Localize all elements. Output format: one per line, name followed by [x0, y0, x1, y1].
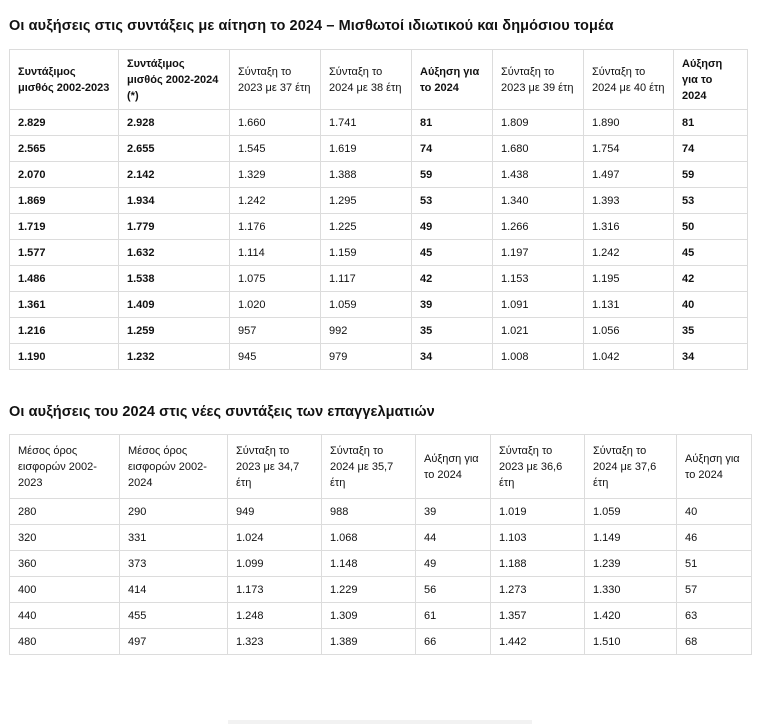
table-cell: 957 — [230, 318, 321, 344]
header-cell: Συντάξιμος μισθός 2002-2024 (*) — [119, 50, 230, 110]
table-cell: 1.409 — [119, 292, 230, 318]
table-cell: 1.190 — [10, 344, 119, 370]
header-cell: Αύξηση για το 2024 — [677, 435, 752, 499]
table-row — [10, 344, 748, 370]
table-cell: 1.329 — [230, 162, 321, 188]
table-cell: 1.242 — [584, 240, 674, 266]
table-cell: 59 — [674, 162, 748, 188]
table-cell: 1.091 — [493, 292, 584, 318]
table-cell: 51 — [677, 551, 752, 577]
table-row — [10, 318, 748, 344]
table-cell: 34 — [674, 344, 748, 370]
table-cell: 1.056 — [584, 318, 674, 344]
table-cell: 1.225 — [321, 214, 412, 240]
table-cell: 1.008 — [493, 344, 584, 370]
table-row — [10, 162, 748, 188]
table-cell: 1.486 — [10, 266, 119, 292]
table-cell: 1.545 — [230, 136, 321, 162]
table-row — [10, 629, 752, 655]
table-cell: 1.176 — [230, 214, 321, 240]
table-cell: 1.719 — [10, 214, 119, 240]
header-cell: Σύνταξη το 2024 με 40 έτη — [584, 50, 674, 110]
table-cell: 1.020 — [230, 292, 321, 318]
table-header-row — [10, 50, 748, 110]
table-cell: 1.361 — [10, 292, 119, 318]
table-cell: 290 — [120, 499, 228, 525]
table-cell: 1.632 — [119, 240, 230, 266]
table-cell: 320 — [10, 525, 120, 551]
pensions-professionals-table — [9, 434, 752, 655]
table-cell: 1.248 — [228, 603, 322, 629]
table-row — [10, 525, 752, 551]
table-row — [10, 266, 748, 292]
table-row — [10, 110, 748, 136]
table-row — [10, 136, 748, 162]
header-cell: Μέσος όρος εισφορών 2002-2024 — [120, 435, 228, 499]
table-cell: 68 — [677, 629, 752, 655]
header-cell: Σύνταξη το 2023 με 36,6 έτη — [491, 435, 585, 499]
table-cell: 1.068 — [322, 525, 416, 551]
table-cell: 1.075 — [230, 266, 321, 292]
table-cell: 1.188 — [491, 551, 585, 577]
table-cell: 1.295 — [321, 188, 412, 214]
table-cell: 1.195 — [584, 266, 674, 292]
header-cell: Σύνταξη το 2023 με 37 έτη — [230, 50, 321, 110]
table-cell: 1.242 — [230, 188, 321, 214]
header-cell: Σύνταξη το 2023 με 39 έτη — [493, 50, 584, 110]
table-cell: 1.019 — [491, 499, 585, 525]
table-cell: 81 — [412, 110, 493, 136]
table-cell: 53 — [674, 188, 748, 214]
table-cell: 57 — [677, 577, 752, 603]
table-cell: 1.309 — [322, 603, 416, 629]
table-cell: 1.117 — [321, 266, 412, 292]
table-cell: 1.232 — [119, 344, 230, 370]
table-header-row — [10, 435, 752, 499]
table-cell: 40 — [674, 292, 748, 318]
table-cell: 1.741 — [321, 110, 412, 136]
table-cell: 497 — [120, 629, 228, 655]
table-cell: 39 — [412, 292, 493, 318]
table-cell: 1.021 — [493, 318, 584, 344]
table-cell: 1.024 — [228, 525, 322, 551]
header-cell: Αύξηση για το 2024 — [416, 435, 491, 499]
table-cell: 46 — [677, 525, 752, 551]
table-cell: 1.149 — [585, 525, 677, 551]
table-cell: 1.103 — [491, 525, 585, 551]
header-cell: Αύξηση για το 2024 — [674, 50, 748, 110]
table-cell: 1.059 — [585, 499, 677, 525]
table-cell: 1.497 — [584, 162, 674, 188]
table-cell: 61 — [416, 603, 491, 629]
table-cell: 1.779 — [119, 214, 230, 240]
table-cell: 1.229 — [322, 577, 416, 603]
table-cell: 1.869 — [10, 188, 119, 214]
table-cell: 1.660 — [230, 110, 321, 136]
table-cell: 1.273 — [491, 577, 585, 603]
table-cell: 53 — [412, 188, 493, 214]
footer-divider — [228, 720, 532, 724]
table-cell: 56 — [416, 577, 491, 603]
table-cell: 2.655 — [119, 136, 230, 162]
header-cell: Σύνταξη το 2023 με 34,7 έτη — [228, 435, 322, 499]
table-cell: 1.389 — [322, 629, 416, 655]
table-cell: 414 — [120, 577, 228, 603]
table-cell: 81 — [674, 110, 748, 136]
table-cell: 40 — [677, 499, 752, 525]
table-cell: 1.754 — [584, 136, 674, 162]
table-cell: 2.928 — [119, 110, 230, 136]
table-row — [10, 188, 748, 214]
table-cell: 49 — [412, 214, 493, 240]
table-cell: 74 — [674, 136, 748, 162]
table-cell: 1.099 — [228, 551, 322, 577]
table-cell: 42 — [412, 266, 493, 292]
table-cell: 2.142 — [119, 162, 230, 188]
table2-title: Οι αυξήσεις του 2024 στις νέες συντάξεις των επαγγελματιών — [9, 404, 435, 420]
table-cell: 280 — [10, 499, 120, 525]
table-cell: 1.239 — [585, 551, 677, 577]
table-cell: 1.890 — [584, 110, 674, 136]
table-cell: 1.934 — [119, 188, 230, 214]
table-row — [10, 292, 748, 318]
table-cell: 1.809 — [493, 110, 584, 136]
table-cell: 63 — [677, 603, 752, 629]
table-cell: 455 — [120, 603, 228, 629]
table-cell: 2.070 — [10, 162, 119, 188]
table-cell: 1.357 — [491, 603, 585, 629]
table-cell: 373 — [120, 551, 228, 577]
table-cell: 1.340 — [493, 188, 584, 214]
table-cell: 45 — [412, 240, 493, 266]
table-cell: 45 — [674, 240, 748, 266]
table-cell: 66 — [416, 629, 491, 655]
header-cell: Σύνταξη το 2024 με 37,6 έτη — [585, 435, 677, 499]
table-cell: 1.216 — [10, 318, 119, 344]
table-cell: 1.438 — [493, 162, 584, 188]
table-cell: 1.148 — [322, 551, 416, 577]
table-cell: 988 — [322, 499, 416, 525]
table-cell: 2.565 — [10, 136, 119, 162]
table-row — [10, 214, 748, 240]
table-cell: 1.153 — [493, 266, 584, 292]
table-cell: 1.323 — [228, 629, 322, 655]
table-cell: 360 — [10, 551, 120, 577]
table-cell: 1.173 — [228, 577, 322, 603]
table-cell: 1.538 — [119, 266, 230, 292]
table-cell: 1.042 — [584, 344, 674, 370]
table-cell: 50 — [674, 214, 748, 240]
table-cell: 1.259 — [119, 318, 230, 344]
table-cell: 49 — [416, 551, 491, 577]
table-cell: 1.114 — [230, 240, 321, 266]
table-row — [10, 577, 752, 603]
table-cell: 1.619 — [321, 136, 412, 162]
table-cell: 1.388 — [321, 162, 412, 188]
table-cell: 1.266 — [493, 214, 584, 240]
table-cell: 42 — [674, 266, 748, 292]
table-cell: 945 — [230, 344, 321, 370]
table-cell: 1.442 — [491, 629, 585, 655]
table-cell: 35 — [674, 318, 748, 344]
table-cell: 1.393 — [584, 188, 674, 214]
table-cell: 44 — [416, 525, 491, 551]
table-cell: 331 — [120, 525, 228, 551]
table1-title: Οι αυξήσεις στις συντάξεις με αίτηση το 2024 – Μισθωτοί ιδιωτικού και δημόσιου τομέα — [9, 18, 614, 34]
table-row — [10, 551, 752, 577]
table-cell: 1.680 — [493, 136, 584, 162]
table-cell: 2.829 — [10, 110, 119, 136]
table-cell: 1.131 — [584, 292, 674, 318]
header-cell: Σύνταξη το 2024 με 35,7 έτη — [322, 435, 416, 499]
table-cell: 1.510 — [585, 629, 677, 655]
table-cell: 74 — [412, 136, 493, 162]
table-row — [10, 240, 748, 266]
table-cell: 1.197 — [493, 240, 584, 266]
table-cell: 1.059 — [321, 292, 412, 318]
table-cell: 979 — [321, 344, 412, 370]
table-cell: 1.330 — [585, 577, 677, 603]
table-cell: 400 — [10, 577, 120, 603]
table-cell: 1.577 — [10, 240, 119, 266]
table-cell: 39 — [416, 499, 491, 525]
header-cell: Σύνταξη το 2024 με 38 έτη — [321, 50, 412, 110]
header-cell: Μέσος όρος εισφορών 2002-2023 — [10, 435, 120, 499]
table-cell: 1.316 — [584, 214, 674, 240]
header-cell: Αύξηση για το 2024 — [412, 50, 493, 110]
pensions-employees-table — [9, 49, 748, 370]
table-row — [10, 499, 752, 525]
table-cell: 1.159 — [321, 240, 412, 266]
table-cell: 35 — [412, 318, 493, 344]
table-row — [10, 603, 752, 629]
table-cell: 34 — [412, 344, 493, 370]
table-cell: 992 — [321, 318, 412, 344]
table-cell: 440 — [10, 603, 120, 629]
table-cell: 949 — [228, 499, 322, 525]
table-cell: 480 — [10, 629, 120, 655]
table-cell: 1.420 — [585, 603, 677, 629]
header-cell: Συντάξιμος μισθός 2002-2023 — [10, 50, 119, 110]
table-cell: 59 — [412, 162, 493, 188]
